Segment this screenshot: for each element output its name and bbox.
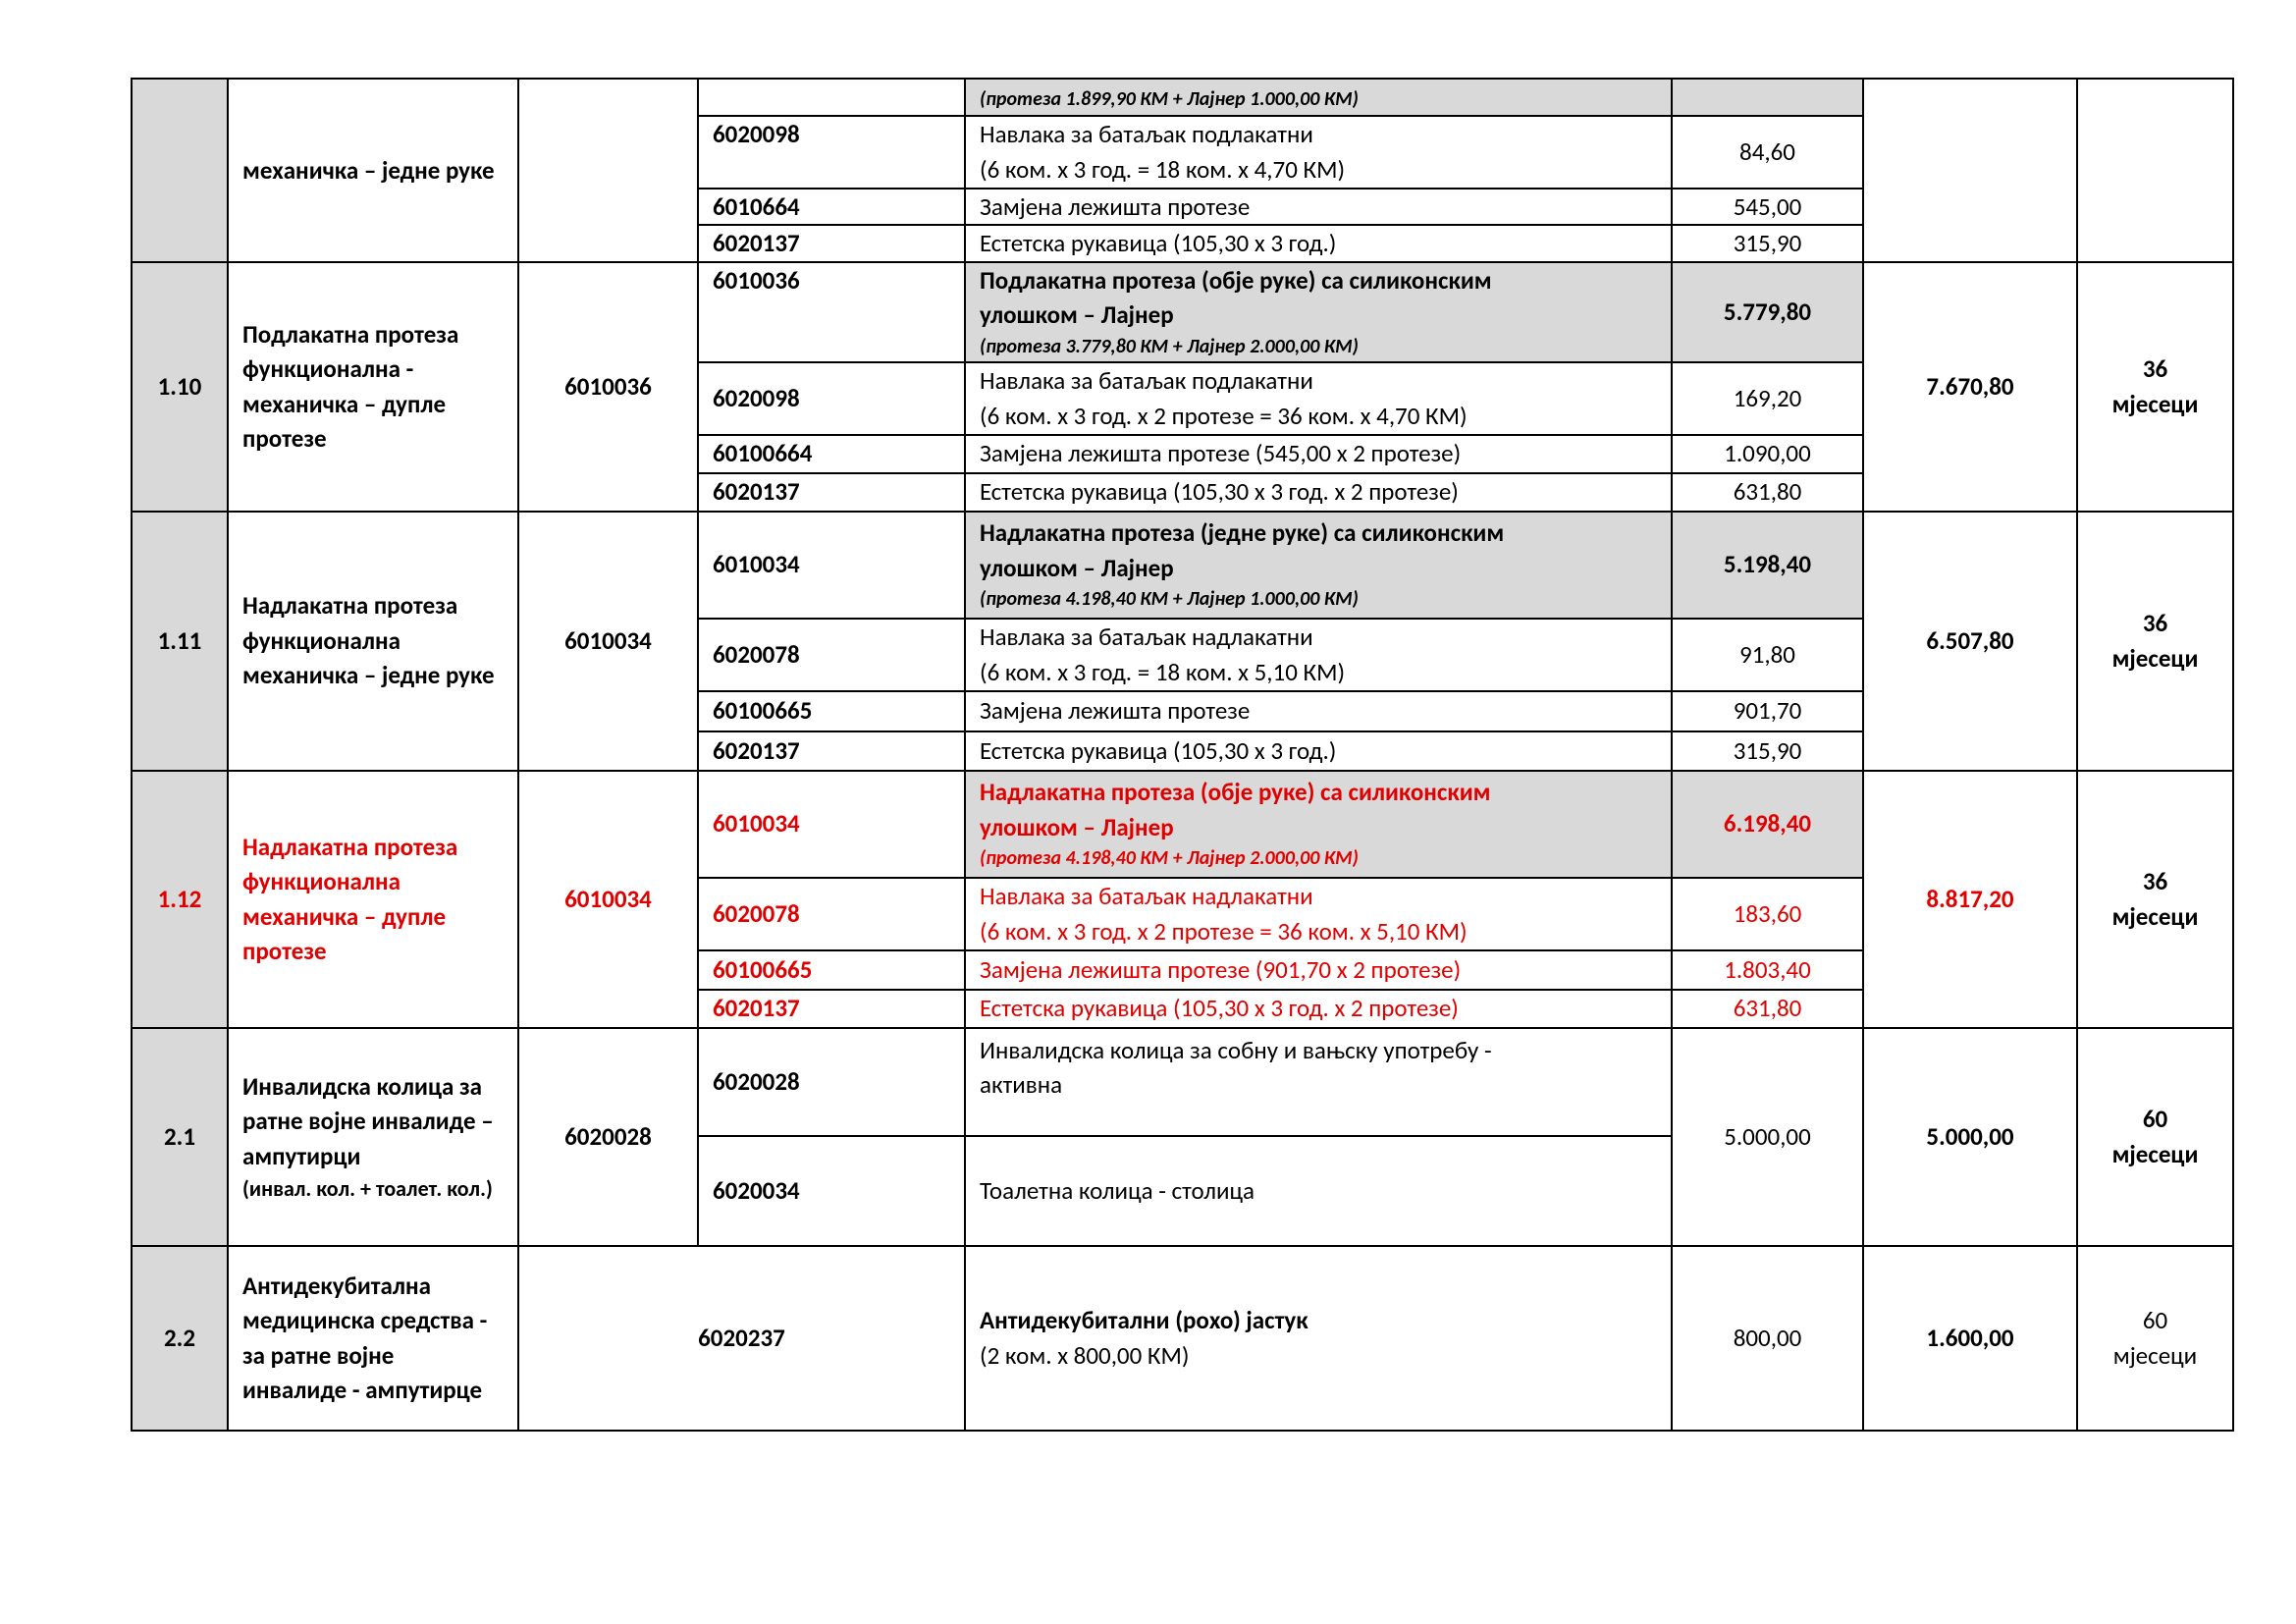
sub-price-cell: 1.090,00: [1672, 435, 1863, 473]
sub-price-cell: 901,70: [1672, 691, 1863, 731]
desc-line: (6 ком. x 3 год. = 18 ком. x 4,70 КМ): [980, 153, 1346, 185]
desc-line: улошком – Лајнер: [980, 299, 1174, 331]
item-name: Инвалидска колица за ратне војне инвалиде – ампутирци: [242, 1070, 494, 1171]
desc-line: Надлакатна протеза (обје руке) са силиконским: [980, 777, 1491, 808]
sub-desc-cell: Тоалетна колица - столица: [965, 1136, 1672, 1246]
period-value: 36: [2142, 608, 2168, 638]
sub-desc-cell: [965, 262, 1672, 362]
desc-line: Антидекубитални (рохо) јастук: [980, 1305, 1308, 1335]
desc-line: (2 ком. x 800,00 КМ): [980, 1339, 1190, 1371]
sub-price-cell: 631,80: [1672, 473, 1863, 512]
total-cell: [1863, 79, 2077, 262]
period-unit: мјесеци: [2112, 1339, 2198, 1371]
sub-desc-cell: [965, 878, 1672, 950]
total-cell: 6.507,80: [1863, 512, 2077, 771]
sub-code-cell: 6010034: [698, 512, 965, 619]
desc-line: Навлака за батаљак надлакатни: [980, 881, 1313, 911]
period-cell: [2077, 262, 2233, 512]
period-cell: [2077, 1028, 2233, 1246]
period-value: 60: [2142, 1305, 2168, 1335]
item-code-cell: 6010036: [518, 262, 698, 512]
sub-desc-cell: [965, 1028, 1672, 1136]
period-unit: мјесеци: [2111, 642, 2199, 674]
sub-code-cell: 60100665: [698, 691, 965, 731]
period-unit: мјесеци: [2111, 900, 2199, 932]
sub-code-cell: 6010036: [698, 262, 965, 362]
period-cell: [2077, 79, 2233, 262]
sub-price-cell: 5.779,80: [1672, 262, 1863, 362]
sub-code-cell: 6020034: [698, 1136, 965, 1246]
period-cell: [2077, 771, 2233, 1028]
total-cell: 7.670,80: [1863, 262, 2077, 512]
sub-code-cell: 6020137: [698, 731, 965, 771]
table-row: [132, 262, 2233, 362]
desc-line: (6 ком. x 3 год. x 2 протезе = 36 ком. x 4,70 КМ): [980, 400, 1468, 431]
item-name-cell: Надлакатна протеза функционална механичка – дупле протезе: [228, 771, 518, 1028]
sub-desc-cell: Естетска рукавица (105,30 x 3 год.): [965, 731, 1672, 771]
desc-line: улошком – Лајнер: [980, 552, 1174, 583]
sub-code-cell: 6020078: [698, 619, 965, 691]
desc-line: Инвалидска колица за собну и вањску употребу -: [980, 1034, 1492, 1065]
sub-price-cell: [1672, 79, 1863, 116]
period-cell: [2077, 512, 2233, 771]
period-value: 60: [2142, 1104, 2168, 1134]
item-name-cell: [228, 1028, 518, 1246]
total-cell: 5.000,00: [1863, 1028, 2077, 1246]
table-row: [132, 1028, 2233, 1136]
sub-desc-cell: [965, 512, 1672, 619]
desc-line: улошком – Лајнер: [980, 811, 1174, 842]
table-row: [132, 771, 2233, 878]
desc-line: (6 ком. x 3 год. x 2 протезе = 36 ком. x 5,10 КМ): [980, 915, 1468, 947]
sub-desc-cell: Замјена лежишта протезе (545,00 x 2 протезе): [965, 435, 1672, 473]
price-breakdown-note: (протеза 3.779,80 КМ + Лајнер 2.000,00 КМ): [980, 334, 1359, 358]
item-code-cell: 6020028: [518, 1028, 698, 1246]
desc-line: Подлакатна протеза (обје руке) са силиконским: [980, 264, 1492, 296]
desc-line: Навлака за батаљак подлакатни: [980, 365, 1313, 396]
sub-desc-cell: [965, 771, 1672, 878]
table-row: [132, 512, 2233, 619]
row-number-cell: 1.11: [132, 512, 228, 771]
period-unit: мјесеци: [2111, 388, 2199, 419]
desc-line: Надлакатна протеза (једне руке) са силиконским: [980, 517, 1505, 549]
price-breakdown-note: (протеза 4.198,40 КМ + Лајнер 2.000,00 КМ): [980, 846, 1359, 871]
sub-price-cell: 6.198,40: [1672, 771, 1863, 878]
total-cell: 1.600,00: [1863, 1246, 2077, 1431]
period-value: 36: [2142, 353, 2168, 384]
sub-desc-cell: Замјена лежишта протезе: [965, 189, 1672, 226]
sub-desc-cell: Естетска рукавица (105,30 x 3 год. x 2 протезе): [965, 990, 1672, 1028]
sub-code-cell: 6020098: [698, 362, 965, 435]
sub-code-cell: 6020028: [698, 1028, 965, 1136]
desc-line: (6 ком. x 3 год. = 18 ком. x 5,10 КМ): [980, 656, 1346, 687]
row-number-cell: 1.12: [132, 771, 228, 1028]
sub-code-cell: 60100665: [698, 950, 965, 990]
item-code-cell: 6020237: [518, 1246, 965, 1431]
item-name-cell: Надлакатна протеза функционална механичка – једне руке: [228, 512, 518, 771]
item-code-cell: 6010034: [518, 771, 698, 1028]
period-value: 36: [2142, 866, 2168, 896]
sub-desc-cell: Естетска рукавица (105,30 x 3 год.): [965, 225, 1672, 262]
sub-price-cell: 169,20: [1672, 362, 1863, 435]
sub-price-cell: 1.803,40: [1672, 950, 1863, 990]
sub-price-cell: 91,80: [1672, 619, 1863, 691]
sub-price-cell: 183,60: [1672, 878, 1863, 950]
sub-price-cell: 315,90: [1672, 731, 1863, 771]
sub-code-cell: 6020078: [698, 878, 965, 950]
item-name-cell: Подлакатна протеза функционална - механичка – дупле протезе: [228, 262, 518, 512]
sub-code-cell: 6020137: [698, 225, 965, 262]
sub-code-cell: 6010034: [698, 771, 965, 878]
sub-code-cell: 6010664: [698, 189, 965, 226]
sub-desc-cell: [965, 619, 1672, 691]
total-cell: 8.817,20: [1863, 771, 2077, 1028]
sub-price-cell: 5.000,00: [1672, 1028, 1863, 1246]
table-row: [132, 1246, 2233, 1431]
item-name-sub: (инвал. кол. + тоалет. кол.): [242, 1175, 493, 1203]
row-number-cell: [132, 79, 228, 262]
sub-price-cell: 84,60: [1672, 116, 1863, 189]
sub-code-cell: 6020098: [698, 116, 965, 189]
sub-desc-cell: Замјена лежишта протезе (901,70 x 2 протезе): [965, 950, 1672, 990]
sub-desc-cell: Естетска рукавица (105,30 x 3 год. x 2 протезе): [965, 473, 1672, 512]
sub-code-cell: 6020137: [698, 990, 965, 1028]
prosthesis-price-table: [131, 78, 2234, 1432]
row-number-cell: 2.1: [132, 1028, 228, 1246]
sub-price-cell: 545,00: [1672, 189, 1863, 226]
sub-code-cell: [698, 79, 965, 116]
desc-line: активна: [980, 1069, 1063, 1100]
desc-line: Навлака за батаљак надлакатни: [980, 622, 1313, 652]
sub-desc-cell: [965, 362, 1672, 435]
item-name-cell: механичка – једне руке: [228, 79, 518, 262]
sub-price-cell: 315,90: [1672, 225, 1863, 262]
price-breakdown-note: (протеза 4.198,40 КМ + Лајнер 1.000,00 КМ): [980, 587, 1359, 612]
item-code-cell: 6010034: [518, 512, 698, 771]
item-name-cell: Антидекубитална медицинска средства - за ратне војне инвалиде - ампутирце: [228, 1246, 518, 1431]
sub-desc-cell: [965, 1246, 1672, 1431]
desc-line: Навлака за батаљак подлакатни: [980, 119, 1313, 149]
sub-desc-cell: [965, 79, 1672, 116]
period-unit: мјесеци: [2111, 1138, 2199, 1169]
sub-desc-cell: Замјена лежишта протезе: [965, 691, 1672, 731]
sub-code-cell: 6020137: [698, 473, 965, 512]
row-number-cell: 1.10: [132, 262, 228, 512]
item-code-cell: [518, 79, 698, 262]
price-breakdown-note: (протеза 1.899,90 КМ + Лајнер 1.000,00 КМ): [980, 87, 1359, 111]
sub-price-cell: 631,80: [1672, 990, 1863, 1028]
sub-desc-cell: [965, 116, 1672, 189]
sub-price-cell: 5.198,40: [1672, 512, 1863, 619]
sub-price-cell: 800,00: [1672, 1246, 1863, 1431]
sub-code-cell: 60100664: [698, 435, 965, 473]
period-cell: [2077, 1246, 2233, 1431]
table-row: [132, 79, 2233, 116]
row-number-cell: 2.2: [132, 1246, 228, 1431]
